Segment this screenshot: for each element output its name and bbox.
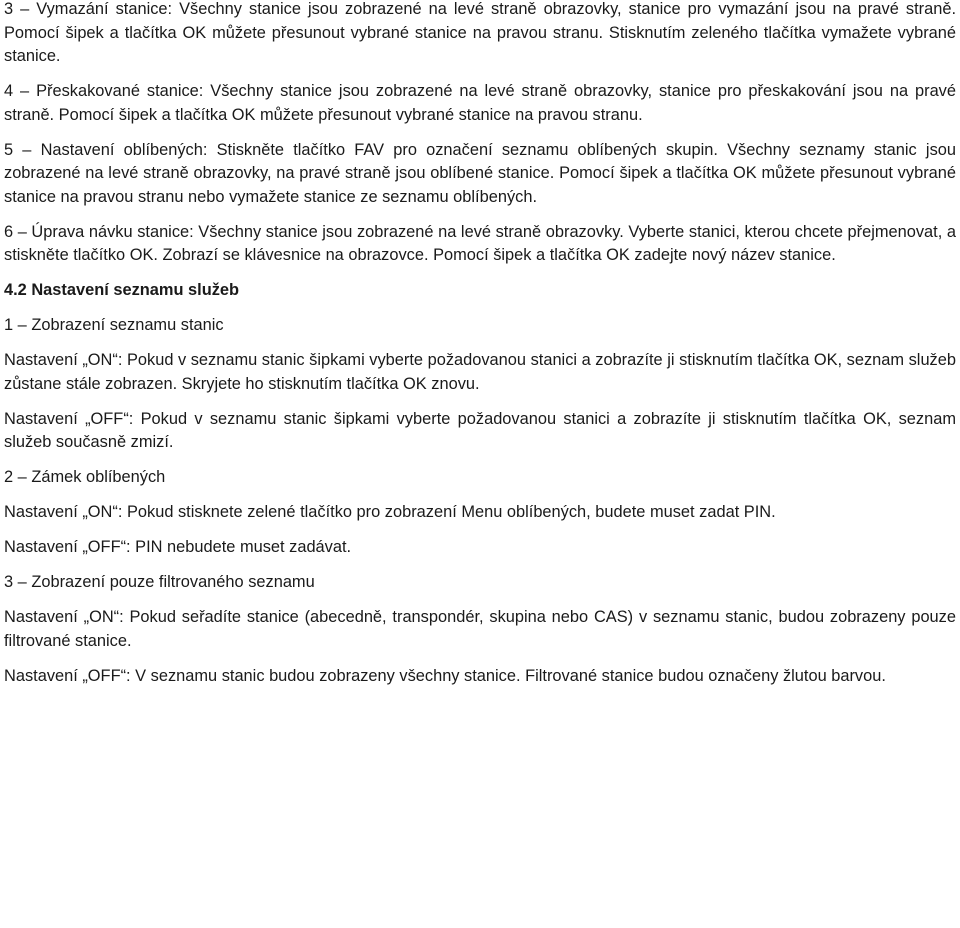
section-heading: 4.2 Nastavení seznamu služeb [4,281,240,299]
paragraph-favorites-settings: 5 – Nastavení oblíbených: Stiskněte tlačítko FAV pro označení seznamu oblíbených skupin. Všechny seznamy stanic jsou zobrazené na levé straně obrazovky, na pravé straně jsou oblíbené stanice. Pomocí šipek a tlačítka OK můžete přesunout vybrané stanice na pravou stranu nebo vymažete stanice ze seznamu oblíbených. [4,140,956,206]
paragraph-skipped-stations: 4 – Přeskakované stanice: Všechny stanice jsou zobrazené na levé straně obrazovky, stanice pro přeskakování jsou na pravé straně. Pomocí šipek a tlačítka OK můžete přesunout vybrané stanice na pravou stranu. [4,82,956,124]
item-favorites-lock: 2 – Zámek oblíbených [4,468,166,486]
document-page [4,0,956,700]
item-station-list-display: 1 – Zobrazení seznamu stanic [4,316,224,334]
item-filtered-list-on: Nastavení „ON“: Pokud seřadíte stanice (abecedně, transpondér, skupina nebo CAS) v seznamu stanic, budou zobrazeny pouze filtrované stanice. [4,608,956,650]
paragraph-delete-stations: 3 – Vymazání stanice: Všechny stanice jsou zobrazené na levé straně obrazovky, stanice pro vymazání jsou na pravé straně. Pomocí šipek a tlačítka OK můžete přesunout vybrané stanice na pravou stranu. Stisknutím zeleného tlačítka vymažete vybrané stanice. [4,0,956,65]
paragraph-rename-station: 6 – Úprava návku stanice: Všechny stanice jsou zobrazené na levé straně obrazovky. Vyberte stanici, kterou chcete přejmenovat, a stiskněte tlačítko OK. Zobrazí se klávesnice na obrazovce. Pomocí šipek a tlačítka OK zadejte nový název stanice. [4,222,956,264]
item-station-list-on: Nastavení „ON“: Pokud v seznamu stanic šipkami vyberte požadovanou stanici a zobrazíte ji stisknutím tlačítka OK, seznam služeb zůstane stále zobrazen. Skryjete ho stisknutím tlačítka OK znovu. [4,351,956,393]
item-favorites-lock-on: Nastavení „ON“: Pokud stisknete zelené tlačítko pro zobrazení Menu oblíbených, budete muset zadat PIN. [4,503,776,521]
item-station-list-off: Nastavení „OFF“: Pokud v seznamu stanic šipkami vyberte požadovanou stanici a zobrazíte ji stisknutím tlačítka OK, seznam služeb současně zmizí. [4,409,956,451]
item-filtered-list: 3 – Zobrazení pouze filtrovaného seznamu [4,573,315,591]
item-favorites-lock-off: Nastavení „OFF“: PIN nebudete muset zadávat. [4,538,352,556]
item-filtered-list-off: Nastavení „OFF“: V seznamu stanic budou zobrazeny všechny stanice. Filtrované stanice budou označeny žlutou barvou. [4,666,886,685]
